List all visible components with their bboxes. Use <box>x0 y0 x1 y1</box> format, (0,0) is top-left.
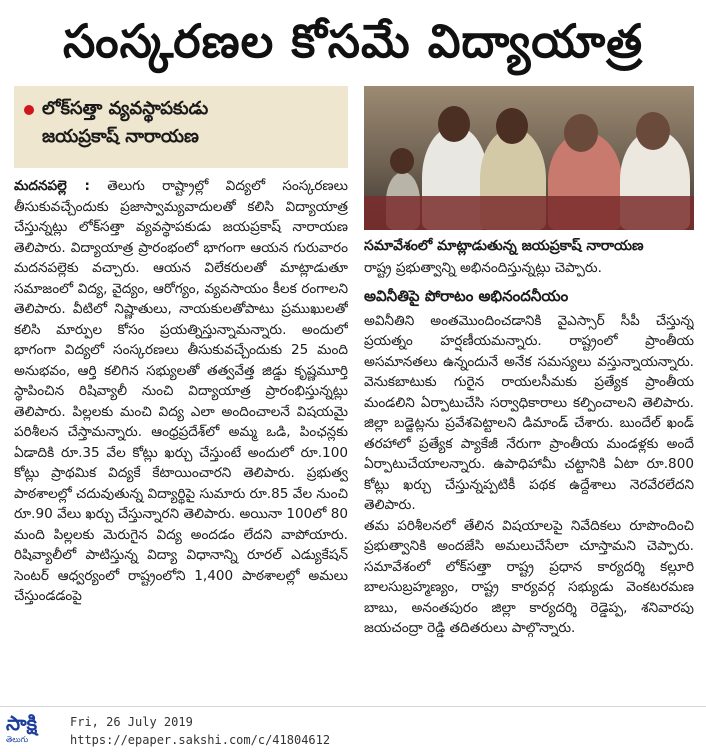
logo-subtext: తెలుగు <box>6 735 29 744</box>
logo-mark: సాక్షి <box>6 711 38 735</box>
epaper-footer <box>0 706 706 752</box>
epaper-link[interactable]: https://epaper.sakshi.com/c/41804612 <box>70 733 331 747</box>
article-paragraph: అవినీతిని అంతమొందించడానికి వైఎస్సార్ సీపీ చేస్తున్న ప్రయత్నం హర్షణీయమన్నారు. రాష్ట్రంలో ప్రాంతీయ అసమానతలు ఉన్నందునే అనేక సమస్యలు వస్తున్నాయన్నారు. వెనుకబాటుకు గురైన రాయలసీమకు ప్రత్యేక ప్రాంతీయ మండలిని ఏర్పాటుచేసి సర్వాధికారాలు కల్పించాలని తెలిపారు. జిల్లా బడ్జెట్లను ప్రవేశపెట్టాలని డిమాండ్ చేశారు. బుందేల్ ఖండ్ తరహాలో ప్రత్యేక ప్యాకేజీ నేరుగా ప్రాంతీయ మండళ్లకు అందే ఏర్పాటుచేయాలన్నారు. ఉపాధిహామీ చట్టానికి ఏటా రూ.800 కోట్లు ఖర్చు చేస్తున్నప్పటికీ పథక ఉద్దేశాలు నెరవేరలేదని తెలిపారు. <box>364 312 694 513</box>
kicker-text-2: జయప్రకాష్ నారాయణ <box>42 125 199 147</box>
news-photo <box>364 86 694 230</box>
kicker-text-1: లోక్‌సత్తా వ్యవస్థాపకుడు <box>42 97 209 119</box>
headline: సంస్కరణల కోసమే విద్యాయాత్ర <box>62 14 644 68</box>
dateline: మదనపల్లె : <box>14 178 90 194</box>
article-paragraph: తమ పరిశీలనలో తేలిన విషయాలపై నివేదికలు రూపొందించి ప్రభుత్వానికి అందజేసి అమలుచేసేలా చూస్తామని చెప్పారు. సమావేశంలో లోక్‌సత్తా రాష్ట్ర ప్రధాన కార్యదర్శి కల్లూరి బాలసుబ్రహ్మణ్యం, రాష్ట్ర కార్యవర్గ సభ్యుడు వెంకటరమణ బాబు, అనంతపురం జిల్లా కార్యదర్శి రెడ్డెప్ప, శనివారపు జయచంద్రా రెడ్డి తదితరులు పాల్గొన్నారు. <box>364 517 694 636</box>
photo-head <box>564 114 598 152</box>
sakshi-logo <box>6 711 60 749</box>
bullet-dot-icon <box>24 105 34 115</box>
photo-caption: సమావేశంలో మాట్లాడుతున్న జయప్రకాష్ నారాయణ <box>364 238 644 254</box>
photo-head <box>390 148 414 174</box>
article-body-text: తెలుగు రాష్ట్రాల్లో విద్యలో సంస్కరణలు తీసుకువచ్చేందుకు ప్రజాస్వామ్యవాదులతో కలిసి విద్యాయాత్ర చేస్తున్నట్లు లోక్‌సత్తా వ్యవస్థాపకుడు జయప్రకాష్ నారాయణ తెలిపారు. విద్యాయాత్ర ప్రారంభంలో భాగంగా ఆయన గురువారం మదనపల్లెకు వచ్చారు. ఆయన విలేకరులతో మాట్లాడుతూ సమాజంలో విద్య, వైద్యం, ఆరోగ్యం, వ్యవసాయం కీలక రంగాలని తెలిపారు. వీటిలో నిష్ణాతులు, నాయకులతోపాటు ప్రముఖులతో కలిసి మార్పుల కోసం ప్రయత్నిస్తున్నామన్నారు. అందులో భాగంగా విద్యలో సంస్కరణలు తీసుకువచ్చేందుకు 25 మంది అనుభవం, ఆర్తి కలిగిన సభ్యులతో తత్వవేత్త జిడ్డు కృష్ణమూర్తి స్థాపించిన రిషివ్యాలీ నుంచి విద్యాయాత్ర ప్రారంభిస్తున్నట్లు తెలిపారు. పిల్లలకు మంచి విద్య ఎలా అందించాలనే విషయమై పరిశీలన చేస్తామన్నారు. ఆంధ్రప్రదేశ్‌లో అమ్మ ఒడి, పింఛన్లకు ఏడాదికి రూ.35 వేల కోట్లు ఖర్చు చేస్తుంటే అందులో రూ.100 కోట్లు ప్రాథమిక విద్యకే కేటాయించారని తెలిపారు. ప్రభుత్వ పాఠశాలల్లో చదువుతున్న విద్యార్థిపై సుమారు రూ.85 వేల నుంచి రూ.90 వేలు ఖర్చు చేస్తున్నారని తెలిపారు. అయినా 100లో 80 మంది పిల్లలకు మెరుగైన విద్య అందడం లేదని వాపోయారు. రిషివ్యాలీలో పాటిస్తున్న విద్యా విధానాన్ని రూరల్ ఎడ్యుకేషన్ సెంటర్ ఆధ్వర్యంలో రాష్ట్రంలోని 1,400 పాఠశాలల్లో అమలు చేస్తుండడంపై <box>14 178 348 604</box>
article-left-column <box>14 176 348 700</box>
article-paragraph <box>14 176 348 607</box>
photo-sofa <box>364 196 694 230</box>
photo-head <box>438 106 470 142</box>
kicker-box <box>14 86 348 168</box>
article-right-column <box>364 258 694 702</box>
photo-head <box>496 108 528 144</box>
photo-head <box>636 112 670 150</box>
article-subhead: అవినీతిపై పోరాటం అభినందనీయం <box>364 286 569 305</box>
publication-date: Fri, 26 July 2019 <box>70 715 193 729</box>
article-continued-text: రాష్ట్ర ప్రభుత్వాన్ని అభినందిస్తున్నట్లు చెప్పారు. <box>364 260 602 276</box>
kicker-line-1 <box>24 96 338 124</box>
kicker-line-2 <box>24 124 338 152</box>
